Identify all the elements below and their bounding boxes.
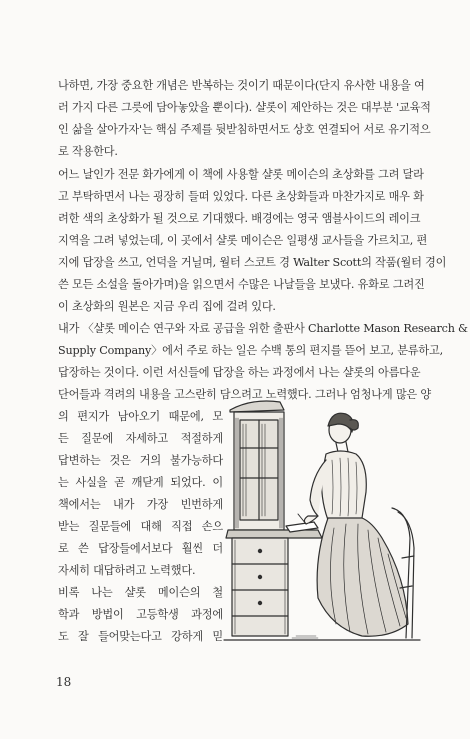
text-line: 든 질문에 자세하고 적절하게 (58, 432, 223, 445)
text-line: 내가 〈샬롯 메이슨 연구와 자료 공급을 위한 출판사 Charlotte Mason Research & (58, 322, 468, 335)
text-line: 로 작용한다. (58, 145, 118, 158)
text-line: 려한 색의 초상화가 될 것으로 기대했다. 배경에는 영국 앰블사이드의 레이크 (58, 212, 421, 225)
text-line: 어느 날인가 전문 화가에게 이 책에 사용할 샬롯 메이슨의 초상화를 그려 달라 (58, 168, 424, 181)
text-line: 는 사실을 곧 깨닫게 되었다. 이 (58, 476, 223, 489)
text-line: 이 초상화의 원본은 지금 우리 집에 걸려 있다. (58, 300, 276, 313)
text-line: 학과 방법이 고등학생 과정에 (58, 608, 223, 621)
text-line: 단어들과 격려의 내용을 고스란히 담으려고 노력했다. 그러나 엄청나게 많은 양 (58, 388, 431, 401)
text-line: 인 삶을 살아가자'는 핵심 주제를 뒷받침하면서도 상호 연결되어 서로 유기적으 (58, 123, 431, 136)
text-line: 비록 나는 샬롯 메이슨의 철 (58, 586, 223, 599)
page-number: 18 (56, 675, 72, 689)
text-line: 자세히 대답하려고 노력했다. (58, 564, 196, 577)
text-line: 지에 답장을 쓰고, 언덕을 거닐며, 월터 스코트 경 Walter Scott의 작품(월터 경이 (58, 256, 447, 269)
text-line: 도 잘 들어맞는다고 강하게 믿 (58, 630, 223, 643)
text-line: 러 가지 다른 그릇에 담아놓았을 뿐이다). 샬롯이 제안하는 것은 대부분 '교육적 (58, 101, 431, 114)
text-line: 답변하는 것은 거의 불가능하다 (58, 454, 223, 467)
text-line: 답장하는 것이다. 이런 서신들에 답장을 하는 과정에서 나는 샬롯의 아름다운 (58, 366, 421, 379)
woman-writing-at-desk-icon (222, 388, 422, 648)
text-line: 고 부탁하면서 나는 굉장히 들떠 있었다. 다른 초상화들과 마찬가지로 매우 화 (58, 190, 424, 203)
text-line: Supply Company〉에서 주로 하는 일은 수백 통의 편지를 뜯어 보고, 분류하고, (58, 344, 443, 357)
text-line: 책에서는 내가 가장 빈번하게 (58, 498, 223, 511)
text-line: 받는 질문들에 대해 직접 손으 (58, 520, 223, 533)
text-line: 나하면, 가장 중요한 개념은 반복하는 것이기 때문이다(단지 유사한 내용을 여 (58, 79, 425, 92)
text-line: 의 편지가 남아오기 때문에, 모 (58, 410, 223, 423)
text-line: 로 쓴 답장들에서보다 훨씬 더 (58, 542, 223, 555)
text-line: 쓴 모든 소설을 돌아가며)을 읽으면서 수많은 나날들을 보냈다. 유화로 그려진 (58, 278, 425, 291)
text-line: 지역을 그려 넣었는데, 이 곳에서 샬롯 메이슨은 일평생 교사들을 가르치고, 편 (58, 234, 428, 247)
